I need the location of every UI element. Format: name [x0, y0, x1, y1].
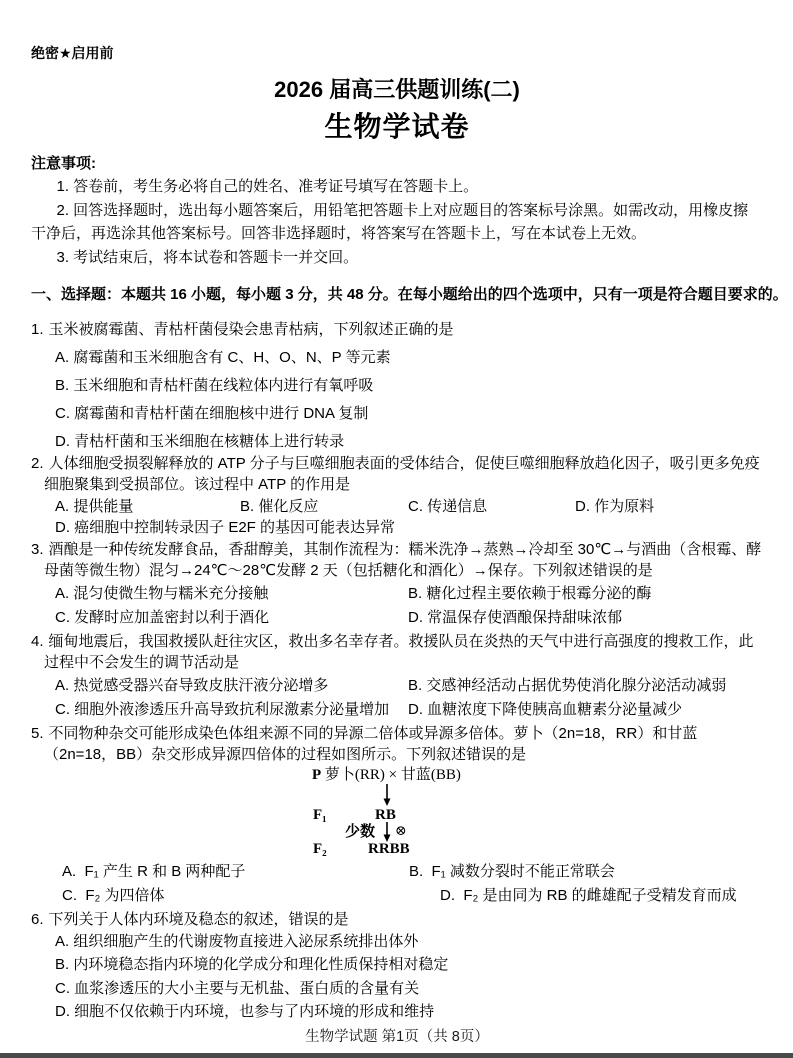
option: A. 混匀使微生物与糯米充分接触 — [55, 584, 269, 602]
question-number: 1. — [31, 321, 44, 338]
option: B. F₁ 减数分裂时不能正常联会 — [409, 862, 615, 880]
down-arrow-icon — [381, 784, 393, 806]
question-text: 下列关于人体内环境及稳态的叙述，错误的是 — [48, 910, 349, 928]
option-row — [31, 582, 763, 607]
option: C. 细胞外液渗透压升高导致抗利尿激素分泌量增加 — [55, 701, 390, 718]
option: D. 癌细胞中控制转录因子 E2F 的基因可能表达异常 — [55, 519, 396, 536]
question-number: 6. — [31, 910, 44, 928]
security-label: 绝密★启用前 — [31, 45, 114, 61]
option: A. 腐霉菌和玉米细胞含有 C、H、O、N、P 等元素 — [55, 349, 391, 366]
f2-genotype: RRBB — [368, 840, 410, 857]
f1-genotype: RB — [375, 806, 396, 823]
option: B. 内环境稳态指内环境的化学成分和理化性质保持相对稳定 — [55, 956, 449, 974]
question-stem — [31, 909, 763, 931]
question-text: 不同物种杂交可能形成染色体组来源不同的异源二倍体或异源多倍体。萝卜（2n=18，RR）和甘蓝（2n=18，BB）杂交形成异源四倍体的过程如图所示。下列叙述错误的是 — [44, 724, 698, 763]
option: B. 糖化过程主要依赖于根霉分泌的酶 — [408, 584, 652, 602]
option: D. 细胞不仅依赖于内环境，也参与了内环境的形成和维持 — [55, 1002, 435, 1020]
question-1 — [31, 319, 763, 453]
option-row — [31, 674, 763, 699]
question-3 — [31, 539, 763, 631]
option: B. 交感神经活动占据优势使消化腺分泌活动减弱 — [408, 676, 727, 694]
question-stem — [31, 631, 763, 674]
exam-session-title: 2026 届高三供题训练(二) — [274, 77, 520, 102]
notice-item: 3. 考试结束后，将本试卷和答题卡一并交回。 — [56, 248, 359, 266]
parent-generation-label: P — [312, 766, 322, 783]
f2-generation-label: F₂ — [313, 840, 327, 857]
question-text: 酒酿是一种传统发酵食品，香甜醇美，其制作流程为：糯米洗净→蒸熟→冷却至 30℃→与酒曲（含根霉、酵母菌等微生物）混匀→24℃～28℃发酵 2 天（包括糖化和酒化）→保存。下列叙述错误的是 — [44, 540, 762, 579]
question-number: 3. — [31, 540, 44, 558]
option: A. 提供能量 — [55, 497, 134, 515]
f1-generation-label: F₁ — [313, 806, 327, 823]
self-pollination-icon: ⊗ — [395, 823, 407, 839]
question-number: 2. — [31, 454, 44, 472]
question-text: 玉米被腐霉菌、青枯杆菌侵染会患青枯病，下列叙述正确的是 — [48, 321, 454, 338]
page-footer: 生物学试题 第1页（共 8页） — [305, 1029, 489, 1046]
question-stem — [31, 319, 763, 341]
option: A. 热觉感受器兴奋导致皮肤汗液分泌增多 — [55, 676, 329, 694]
option-row — [31, 860, 763, 885]
option: D. 青枯杆菌和玉米细胞在核糖体上进行转录 — [55, 433, 345, 450]
parent-cross-text: 萝卜(RR) × 甘蓝(BB) — [324, 766, 461, 783]
question-6 — [31, 909, 763, 1024]
notice-heading: 注意事项: — [31, 155, 96, 172]
notice-item: 1. 答卷前，考生务必将自己的姓名、准考证号填写在答题卡上。 — [56, 178, 479, 195]
option: C. 发酵时应加盖密封以利于酒化 — [55, 609, 270, 626]
question-stem — [31, 539, 763, 582]
cross-diagram — [312, 767, 562, 857]
question-text: 缅甸地震后，我国救援队赶往灾区，救出多名幸存者。救援队员在炎热的天气中进行高强度的搜救工作，此过程中不会发生的调节活动是 — [44, 632, 754, 671]
option-row — [31, 884, 763, 909]
question-stem — [31, 453, 763, 496]
option: A. 组织细胞产生的代谢废物直接进入泌尿系统排出体外 — [55, 933, 419, 950]
option: C. 传递信息 — [408, 497, 488, 515]
option: D. F₂ 是由同为 RB 的雌雄配子受精发育而成 — [440, 887, 737, 904]
option: B. 催化反应 — [240, 497, 319, 515]
option-row — [31, 496, 763, 518]
parent-cross-row — [312, 767, 461, 783]
option: C. F₂ 为四倍体 — [62, 887, 165, 904]
option-row — [31, 698, 763, 723]
few-label: 少数 — [345, 823, 376, 840]
section-1-heading: 一、选择题：本题共 16 小题，每小题 3 分，共 48 分。在每小题给出的四个选项中，只有一项是符合题目要求的。 — [31, 286, 788, 303]
selfing-down-arrow-icon — [381, 822, 393, 842]
question-5 — [31, 723, 763, 909]
option: D. 常温保存使酒酿保持甜味浓郁 — [408, 609, 623, 626]
question-number: 4. — [31, 632, 44, 650]
option: A. F₁ 产生 R 和 B 两种配子 — [62, 862, 246, 880]
question-text: 人体细胞受损裂解释放的 ATP 分子与巨噬细胞表面的受体结合，促使巨噬细胞释放趋化因子，吸引更多免疫细胞聚集到受损部位。该过程中 ATP 的作用是 — [44, 454, 760, 493]
question-number: 5. — [31, 724, 44, 742]
option: C. 血浆渗透压的大小主要与无机盐、蛋白质的含量有关 — [55, 979, 420, 997]
option: D. 血糖浓度下降使胰高血糖素分泌量减少 — [408, 701, 683, 718]
option: B. 玉米细胞和青枯杆菌在线粒体内进行有氧呼吸 — [55, 377, 374, 394]
option-row — [31, 606, 763, 631]
page-edge-bar — [0, 1053, 793, 1058]
option: C. 腐霉菌和青枯杆菌在细胞核中进行 DNA 复制 — [55, 405, 369, 422]
notice-item: 2. 回答选择题时，选出每小题答案后，用铅笔把答题卡上对应题目的答案标号涂黑。如需改动，用橡皮擦干净后，再选涂其他答案标号。回答非选择题时，将答案写在答题卡上，写在本试卷上无效。 — [31, 201, 749, 242]
question-4 — [31, 631, 763, 723]
question-2 — [31, 453, 763, 539]
question-stem — [31, 723, 763, 766]
notice-section — [31, 153, 763, 269]
subject-title: 生物学试卷 — [324, 112, 470, 143]
option: D. 作为原料 — [575, 497, 655, 515]
